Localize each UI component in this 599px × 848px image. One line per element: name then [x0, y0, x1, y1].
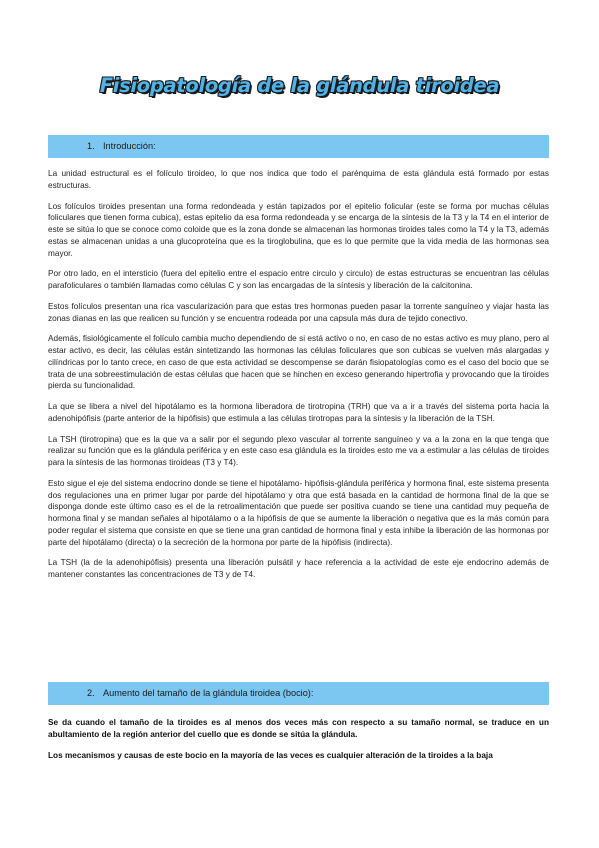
paragraph: La unidad estructural es el folículo tiroideo, lo que nos indica que todo el parénquima de esta glándula está formado por estas estructuras.: [48, 169, 549, 190]
paragraph: Además, fisiológicamente el folículo cambia mucho dependiendo de si está activo o no, en caso de no estas activo es muy plano, pero al estar activo, es decir, las células están sintetizando las hormonas las células foliculares que son cubicas se vuelven más alargadas y cilíndricas por lo tanto crece, en caso de que esta actividad se descompense se darán fisiopatologías como es el caso del bocio que se trata de una sobreestimulación de estas células que hacen que se hinchen en exceso generando hipertrofia y provocando que la tiroides pierda su funcionalidad.: [48, 334, 549, 391]
section-heading-label: Introducción:: [103, 141, 156, 151]
section-body-bocio: [48, 717, 549, 770]
section-heading-bocio: [48, 682, 549, 705]
section-body-introduccion: [48, 168, 549, 590]
paragraph: Se da cuando el tamaño de la tiroides es al menos dos veces más con respecto a su tamaño normal, se traduce en un abultamiento de la región anterior del cuello que es donde se sitúa la glándula.: [48, 718, 549, 739]
section-heading-introduccion: [48, 135, 549, 158]
paragraph: La que se libera a nivel del hipotálamo es la hormona liberadora de tirotropina (TRH) que va a ir a través del sistema porta hacia la adenohipófisis (parte anterior de la hipófisis) que estimula a las células tirotropas para la síntesis y la liberación de la TSH.: [48, 402, 549, 423]
section-number: 1.: [87, 141, 95, 151]
document-title: Fisiopatología de la glándula tiroidea: [99, 74, 500, 97]
paragraph: Los folículos tiroides presentan una forma redondeada y están tapizados por el epitelio folicular (este se forma por muchas células foliculares que tienen forma cubica), estas epitelio da esa forma redondeada y se encarga de la síntesis de la T3 y la T4 en el interior de este se sitúa lo que se conoce como coloide que es la zona donde se almacenan las hormonas tiroides tales como la T4 y la T3, además estas se almacenan unidas a una glucoproteína que es la tiroglobulina, que es lo que permite que la vida media de las hormonas sea mayor.: [48, 201, 549, 258]
paragraph: Los mecanismos y causas de este bocio en la mayoría de las veces es cualquier alteración de la tiroides a la baja: [48, 750, 493, 760]
paragraph: Esto sigue el eje del sistema endocrino donde se tiene el hipotálamo- hipófisis-glándula periférica y hormona final, este sistema presenta dos regulaciones una en primer lugar por parde del hipotálamo y otra que está basada en la cantidad de hormona final de la que se disponga donde este último caso es el de la retroalimentación que puede ser positiva cuando se tiene una cantidad muy pequeña de hormona final y se mandan señales al hipotálamo o a la hipófisis de que se aumente la liberación o negativa que es la más común para poder regular el sistema que consiste en que se tiene una gran cantidad de hormona final y esta inhibe la liberación de las hormonas por parte del hipotálamo (directa) o la secreción de la hormona por parte de la hipófisis (indirecta).: [48, 478, 549, 547]
paragraph: Estos folículos presentan una rica vascularización para que estas tres hormonas pueden pasar la torrente sanguíneo y viajar hasta las zonas dianas en las que realicen su función y se encuentra rodeada por una capsula más dura de tejido conectivo.: [48, 301, 549, 323]
section-number: 2.: [87, 688, 95, 698]
section-heading-label: Aumento del tamaño de la glándula tiroidea (bocio):: [103, 688, 314, 698]
paragraph: La TSH (la de la adenohipófisis) presenta una liberación pulsátil y hace referencia a la actividad de este eje endocrino además de mantener constantes las concentraciones de T3 y de T4.: [48, 558, 549, 579]
paragraph: Por otro lado, en el intersticio (fuera del epitelio entre el espacio entre circulo y circulo) de estas estructuras se encuentran las células parafoliculares o también llamadas como células C y son las encargadas de la síntesis y liberación de la calcitonina.: [48, 269, 549, 290]
paragraph: La TSH (tirotropina) que es la que va a salir por el segundo plexo vascular al torrente sanguíneo y va a la zona en la que tenga que realizar su función que es la glándula periférica y en este caso esa glándula es la tiroides esto me va a estimular a las células de tiroides para la síntesis de las hormonas tiroideas (T3 y T4).: [48, 434, 549, 467]
